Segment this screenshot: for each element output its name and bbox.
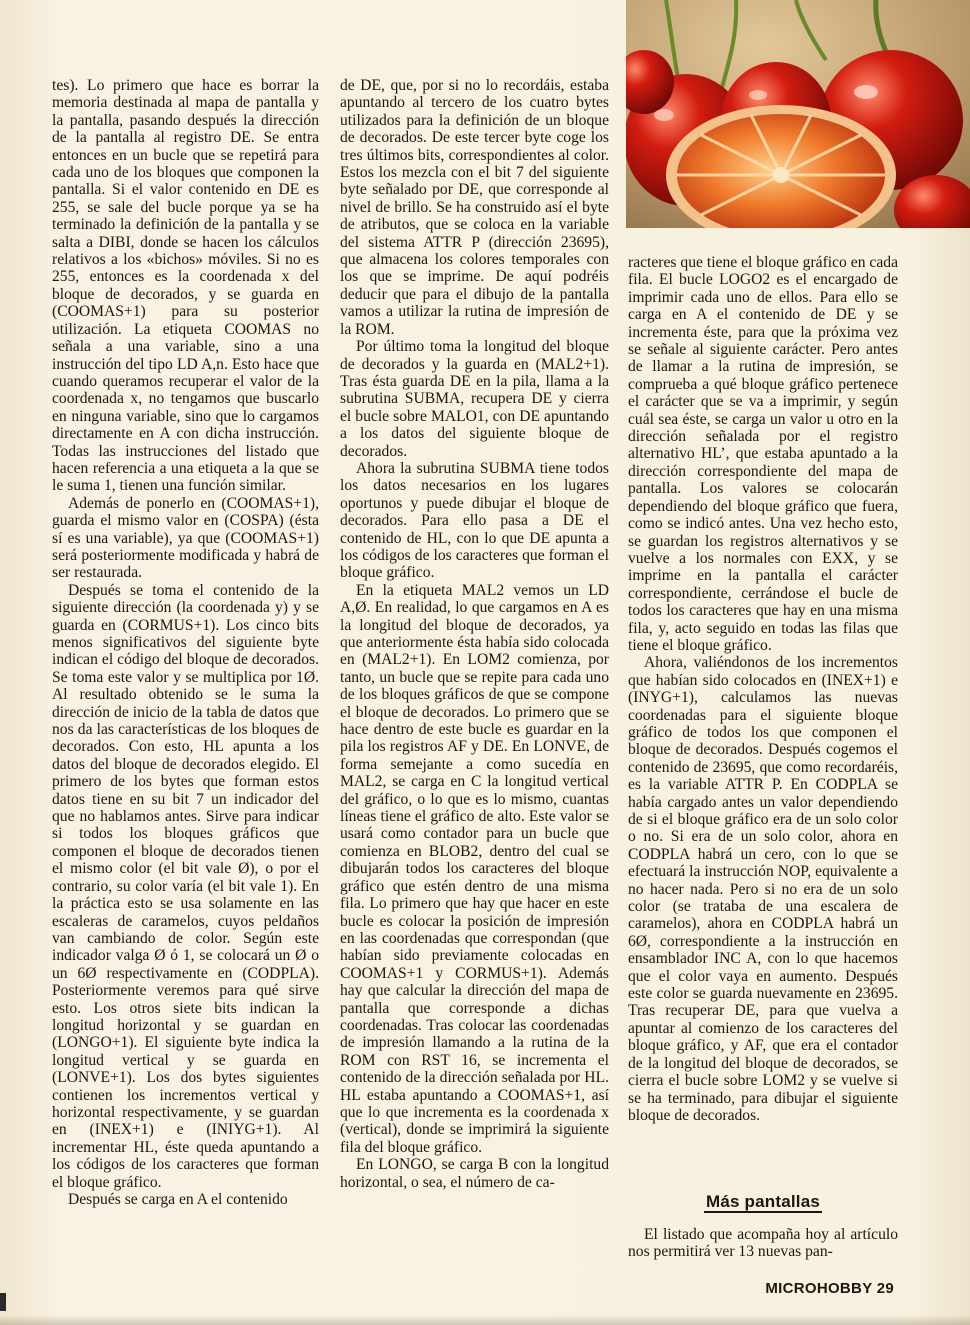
- section-heading: [628, 1192, 898, 1212]
- section-heading-text: Más pantallas: [705, 1192, 821, 1211]
- paragraph: Ahora, valiéndonos de los incrementos que habían sido colocados en (INEX+1) e (INYG+1), calculamos las nuevas coordenadas para el siguiente bloque gráfico de todos los que componen el bloque de decorados. Después cogemos el contenido de 23695, que como recordaréis, es la variable ATTR P. En CODPLA se había cargado antes un valor dependiendo de si el bloque gráfico era de un solo color o no. Si era de un solo color, ahora en CODPLA habrá un cero, con lo que se efectuará la instrucción NOP, equivalente a no hacer nada. Pero si no era de un solo color (se trataba de una escalera de caramelos), ahora en CODPLA habrá un 6Ø, correspondiente a la instrucción en ensamblador INC A, con lo que hacemos que el color vaya en aumento. Después este color se guarda nuevamente en 23695. Tras recuperar DE, para que vuelva a apuntar al comienzo de los caracteres del bloque gráfico, y AF, que era el contador de la longitud del bloque de decorados, se cierra el bucle sobre LOM2 y se vuelve si se ha terminado, para dibujar el siguiente bloque de decorados.: [628, 654, 898, 1124]
- paragraph: tes). Lo primero que hace es borrar la memoria destinada al mapa de pantalla y la pantalla, pasando después la dirección de la pantalla al registro DE. Se entra entonces en un bucle que se repetirá para cada uno de los bloques que componen la pantalla. Si el valor contenido en DE es 255, se sale del bucle porque ya se ha terminado la definición de la pantalla y se salta a DIBI, donde se hacen los cálculos relativos a los «bichos» móviles. Si no es 255, entonces es la coordenada x del bloque de decorados, y se guarda en (COOMAS+1) para su posterior utilización. La etiqueta COOMAS no señala a una variable, sino a una instrucción del tipo LD A,n. Esto hace que cuando queramos recuperar el valor de la coordenada x, no tengamos que buscarlo en ninguna variable, sino que lo cargamos directamente en A con dicha instrucción. Todas las instrucciones del listado que hacen referencia a una etiqueta a la que se le suma 1, tienen una función similar.: [52, 77, 319, 495]
- binding-mark: [0, 1293, 6, 1311]
- paragraph: Por último toma la longitud del bloque de decorados y la guarda en (MAL2+1). Tras ésta guarda DE en la pila, llama a la subrutina SUBMA, recupera DE y cierra el bucle sobre MALO1, con DE apuntando a los datos del siguiente bloque de decorados.: [340, 338, 609, 460]
- paragraph: Ahora la subrutina SUBMA tiene todos los datos necesarios en los lugares oportunos y puede dibujar el bloque de decorados. Para ello pasa a DE el contenido de HL, con lo que DE apunta a los códigos de los caracteres que forman el bloque gráfico.: [340, 459, 609, 582]
- paragraph: Después se toma el contenido de la siguiente dirección (la coordenada y) y se guarda en (CORMUS+1). Los cinco bits menos significativos del siguiente byte indican el código del bloque de decorados. Se toma este valor y se multiplica por 1Ø. Al resultado obtenido se le suma la dirección de inicio de la tabla de datos que nos da las características de los bloques de decorados. Con esto, HL apunta a los datos del bloque de decorados elegido. El primero de los bytes que forman estos datos tiene en su bit 7 un indicador del que no hablamos antes. Sirve para indicar si todos los bloques gráficos que componen el bloque de decorados tienen el mismo color (el bit vale Ø), o por el contrario, su color varía (el bit vale 1). En la práctica esto se usa solamente en las escaleras de caramelos, cuyos peldaños van cambiando de color. Según este indicador valga Ø ó 1, se colocará un Ø o un 6Ø respectivamente en (CODPLA). Posteriormente veremos para qué sirve esto. Los otros siete bits indican la longitud horizontal y se guardan en (LONGO+1). El siguiente byte indica la longitud vertical y se guarda en (LONVE+1). Los dos bytes siguientes contienen los incrementos vertical y horizontal respectivamente, y se guardan en (INEX+1) e (INIYG+1). Al incrementar HL, éste queda apuntando a los códigos de los caracteres que forman el bloque gráfico.: [52, 581, 319, 1191]
- paragraph: En LONGO, se carga B con la longitud horizontal, o sea, el número de ca-: [340, 1156, 609, 1191]
- article-column-3-continued: [628, 1226, 898, 1261]
- page-edge-shadow: [0, 1315, 970, 1325]
- paragraph: racteres que tiene el bloque gráfico en cada fila. El bucle LOGO2 es el encargado de imprimir cada uno de ellos. Para ello se carga en A el contenido de DE y se incrementa éste, para que la próxima vez se señale al siguiente carácter. Pero antes de llamar a la rutina de impresión, se comprueba a qué bloque gráfico pertenece el carácter que se va a imprimir, y según cuál sea éste, se carga un valor u otro en la dirección señalada por el registro alternativo HL’, que estaba apuntado a la dirección correspondiente del mapa de pantalla. Los valores se colocarán dependiendo del bloque gráfico que fuera, como se indicó antes. Una vez hecho esto, se guardan los registros alternativos y se vuelve a los normales con EXX, y se imprime en la pantalla el carácter correspondiente, cerrándose el bucle de todos los caracteres que hay en una misma fila, y, acto seguido en todas las filas que tiene el bloque gráfico.: [628, 254, 898, 654]
- magazine-name: MICROHOBBY: [765, 1280, 873, 1297]
- article-column-2: [340, 77, 609, 1191]
- page-number: 29: [876, 1280, 894, 1297]
- article-column-3: [628, 254, 898, 1124]
- paragraph: El listado que acompaña hoy al artículo nos permitirá ver 13 nuevas pan-: [628, 1226, 898, 1261]
- paragraph: de DE, que, por si no lo recordáis, estaba apuntando al tercero de los cuatro bytes utilizados para la definición de un bloque de decorados. De este tercer byte coge los tres últimos bits, correspondientes al color. Estos los mezcla con el bit 7 del siguiente byte señalado por DE, que corresponde al nivel de brillo. Se ha construido así el byte de atributos, que se coloca en la variable del sistema ATTR P (dirección 23695), que almacena los colores temporales con los que se imprime. De aquí podréis deducir que para el dibujo de la pantalla vamos a utilizar la rutina de impresión de la ROM.: [340, 77, 609, 338]
- paragraph: Después se carga en A el contenido: [68, 1191, 288, 1208]
- paragraph: Además de ponerlo en (COOMAS+1), guarda el mismo valor en (COSPA) (ésta sí es una variable), ya que (COOMAS+1) será posteriormente modificada y habrá de ser restaurada.: [52, 494, 319, 582]
- cherries-orange-image: [626, 0, 970, 228]
- paragraph: En la etiqueta MAL2 vemos un LD A,Ø. En realidad, lo que cargamos en A es la longitud del bloque de decorados, ya que anteriormente ésta había sido colocada en (MAL2+1). En LOM2 comienza, por tanto, un bucle que se repite para cada uno de los bloques gráficos de que se compone el bloque de decorados. Lo primero que se hace dentro de este bucle es guardar en la pila los registros AF y DE. En LONVE, de forma semejante a como sucedía en MAL2, se carga en C la longitud vertical del gráfico, o lo que es lo mismo, cuantas líneas tiene el gráfico de alto. Este valor se usará como contador para un bucle que comienza en BLOB2, dentro del cual se dibujarán todos los caracteres del bloque gráfico que estén dentro de una misma fila. Lo primero que hay que hacer en este bucle es colocar la posición de impresión en las coordenadas que correspondan (que habían sido previamente colocadas en COOMAS+1 y CORMUS+1). Además hay que calcular la dirección del mapa de pantalla que corresponde a dichas coordenadas. Tras colocar las coordenadas de impresión llamando a la rutina de la ROM con RST 16, se incrementa el contenido de la dirección señalada por HL. HL estaba apuntando a COOMAS+1, así que lo que incrementa es la coordenada x (vertical), donde se imprimirá la siguiente fila del bloque gráfico.: [340, 581, 609, 1156]
- page-footer: [765, 1280, 894, 1297]
- article-column-1: [52, 77, 319, 1208]
- fruit-illustration: [626, 0, 970, 228]
